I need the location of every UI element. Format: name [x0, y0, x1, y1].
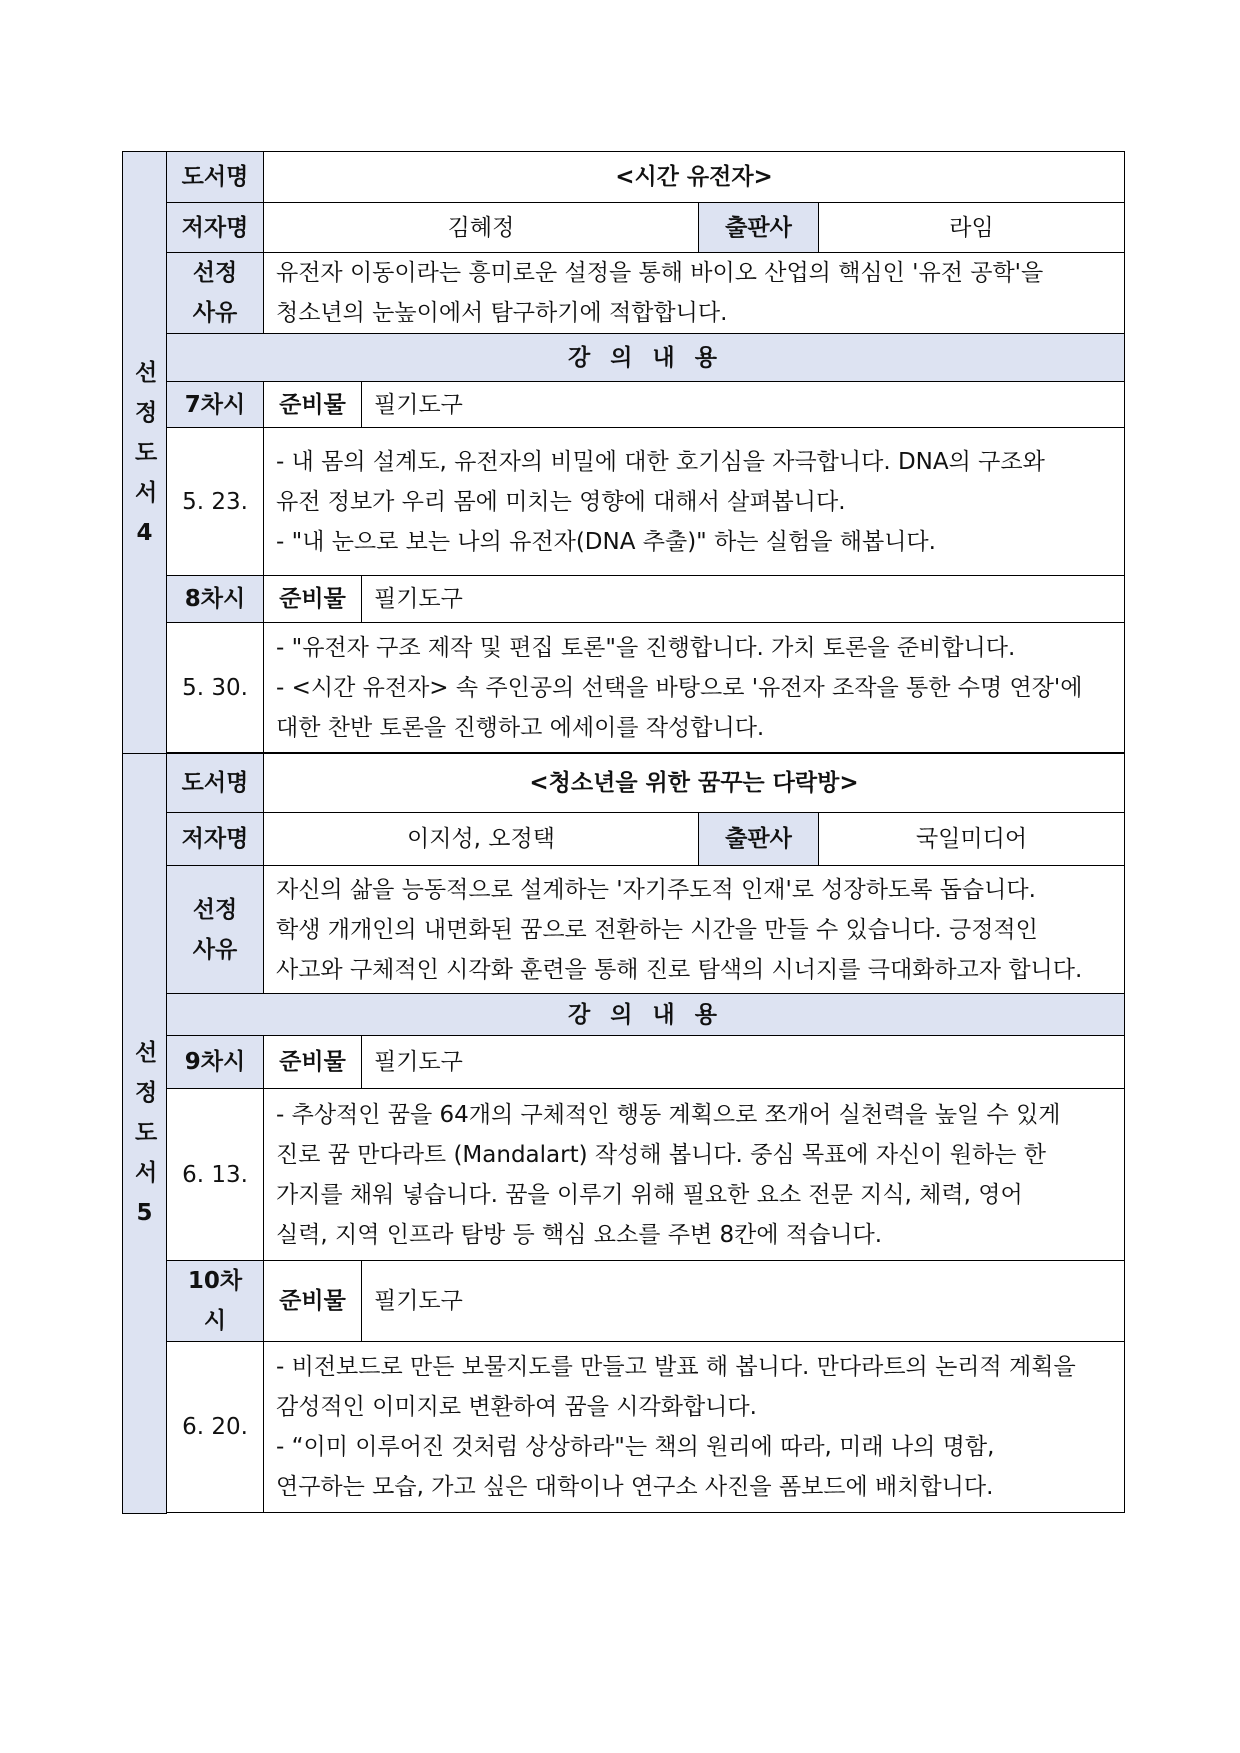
- title-label: 도서명: [167, 754, 264, 813]
- publisher-value: 국일미디어: [819, 813, 1125, 866]
- materials-label: 준비물: [264, 1036, 362, 1089]
- publisher-label: 출판사: [699, 203, 819, 253]
- book-schedule-table: [122, 151, 1125, 1514]
- book-title: <시간 유전자>: [264, 152, 1125, 203]
- book-title: <청소년을 위한 꿈꾸는 다락방>: [264, 754, 1125, 813]
- session-date: 5. 30.: [167, 623, 264, 753]
- author-label: 저자명: [167, 813, 264, 866]
- materials-label: 준비물: [264, 576, 362, 623]
- session-label: 9차시: [167, 1036, 264, 1089]
- side-label-book-4: 선 정 도 서 4: [123, 152, 167, 754]
- author-value: 이지성, 오정택: [264, 813, 699, 866]
- reason-label: 선정 사유: [167, 866, 264, 994]
- session-content: - 추상적인 꿈을 64개의 구체적인 행동 계획으로 쪼개어 실천력을 높일 수 있게 진로 꿈 만다라트 (Mandalart) 작성해 봅니다. 중심 목표에 자신이 원하는 한 가지를 채워 넣습니다. 꿈을 이루기 위해 필요한 요소 전문 지식, 체력, 영어 실력, 지역 인프라 탐방 등 핵심 요소를 주변 8칸에 적습니다.: [264, 1089, 1125, 1261]
- lecture-content-header: 강 의 내 용: [167, 334, 1125, 382]
- session-date: 6. 20.: [167, 1342, 264, 1513]
- selection-reason: 자신의 삶을 능동적으로 설계하는 '자기주도적 인재'로 성장하도록 돕습니다. 학생 개개인의 내면화된 꿈으로 전환하는 시간을 만들 수 있습니다. 긍정적인 사고와 구체적인 시각화 훈련을 통해 진로 탐색의 시너지를 극대화하고자 합니다.: [264, 866, 1125, 994]
- materials-value: 필기도구: [362, 1261, 1125, 1342]
- materials-value: 필기도구: [362, 576, 1125, 623]
- side-label-book-5: 선 정 도 서 5: [123, 754, 167, 1514]
- author-value: 김혜정: [264, 203, 699, 253]
- publisher-value: 라임: [819, 203, 1125, 253]
- materials-value: 필기도구: [362, 382, 1125, 428]
- session-label: 8차시: [167, 576, 264, 623]
- session-date: 5. 23.: [167, 428, 264, 576]
- lecture-content-header: 강 의 내 용: [167, 994, 1125, 1036]
- materials-value: 필기도구: [362, 1036, 1125, 1089]
- session-label: 10차시: [167, 1261, 264, 1342]
- materials-label: 준비물: [264, 1261, 362, 1342]
- session-date: 6. 13.: [167, 1089, 264, 1261]
- reason-label: 선정 사유: [167, 253, 264, 334]
- session-label: 7차시: [167, 382, 264, 428]
- title-label: 도서명: [167, 152, 264, 203]
- session-content: - 내 몸의 설계도, 유전자의 비밀에 대한 호기심을 자극합니다. DNA의 구조와 유전 정보가 우리 몸에 미치는 영향에 대해서 살펴봅니다. - "내 눈으로 보는 나의 유전자(DNA 추출)" 하는 실험을 해봅니다.: [264, 428, 1125, 576]
- materials-label: 준비물: [264, 382, 362, 428]
- publisher-label: 출판사: [699, 813, 819, 866]
- selection-reason: 유전자 이동이라는 흥미로운 설정을 통해 바이오 산업의 핵심인 '유전 공학'을 청소년의 눈높이에서 탐구하기에 적합합니다.: [264, 253, 1125, 334]
- author-label: 저자명: [167, 203, 264, 253]
- session-content: - "유전자 구조 제작 및 편집 토론"을 진행합니다. 가치 토론을 준비합니다. - <시간 유전자> 속 주인공의 선택을 바탕으로 '유전자 조작을 통한 수명 연장'에 대한 찬반 토론을 진행하고 에세이를 작성합니다.: [264, 623, 1125, 753]
- session-content: - 비전보드로 만든 보물지도를 만들고 발표 해 봅니다. 만다라트의 논리적 계획을 감성적인 이미지로 변환하여 꿈을 시각화합니다. - “이미 이루어진 것처럼 상상하라"는 책의 원리에 따라, 미래 나의 명함, 연구하는 모습, 가고 싶은 대학이나 연구소 사진을 폼보드에 배치합니다.: [264, 1342, 1125, 1513]
